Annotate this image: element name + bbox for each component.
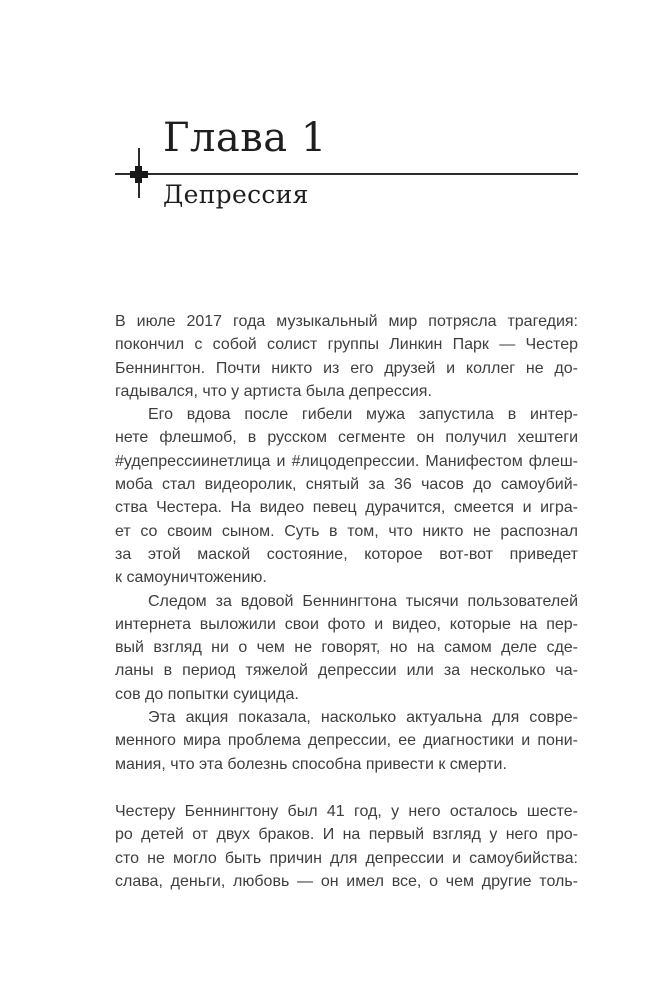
text-line: #удепрессиинетлица и #лицодепрессии. Манифестом флеш- [115,452,578,470]
text-line: к самоуничтожению. [115,569,267,587]
text-line: Эта акция показала, насколько актуальна для совре- [148,709,578,727]
text-line: интернета выложили свои фото и видео, которые на пер- [115,615,578,633]
chapter-number-heading: Глава 1 [163,115,327,161]
chapter-title-heading: Депрессия [163,180,309,209]
text-line: гадывался, что у артиста была депрессия. [115,382,432,400]
paragraph [115,800,578,893]
text-line: ства Честера. На видео певец дурачится, смеется и игра- [115,499,578,517]
text-line: нете флешмоб, в русском сегменте он получил хештеги [115,429,578,447]
paragraph [115,706,578,776]
text-line: Честеру Беннингтону был 41 год, у него осталось шесте- [115,802,578,820]
text-line: менного мира проблема депрессии, ее диагностики и пони- [115,732,578,750]
text-line: сто не могло быть причин для депрессии и самоубийства: [115,849,578,867]
paragraph [115,310,578,403]
text-line: Беннингтон. Почти никто из его друзей и коллег не до- [115,359,578,377]
text-line: вый взгляд ни о чем не говорят, но на самом деле сде- [115,639,578,657]
text-line: слава, деньги, любовь — он имел все, о чем другие толь- [115,872,578,890]
text-line: покончил с собой солист группы Линкин Парк — Честер [115,336,578,354]
text-line: ро детей от двух браков. И на первый взгляд у него про- [115,826,578,844]
text-line: за этой маской состояние, которое вот-вот приведет [115,545,578,563]
chapter-divider-line [115,173,578,175]
body-text [115,310,578,893]
text-line: мания, что эта болезнь способна привести к смерти. [115,755,507,773]
paragraph [115,403,578,589]
text-line: Его вдова после гибели мужа запустила в интер- [148,406,578,424]
text-line: Следом за вдовой Беннингтона тысячи пользователей [148,592,578,610]
paragraph [115,590,578,706]
text-line: сов до попытки суицида. [115,685,299,703]
text-line: ланы в период тяжелой депрессии или за несколько ча- [115,662,578,680]
text-line: моба стал видеоролик, снятый за 36 часов до самоубий- [115,476,578,494]
text-line: ет со своим сыном. Суть в том, что никто не распознал [115,522,578,540]
text-line: В июле 2017 года музыкальный мир потрясла трагедия: [115,313,578,330]
cross-ornament-icon [130,171,148,178]
